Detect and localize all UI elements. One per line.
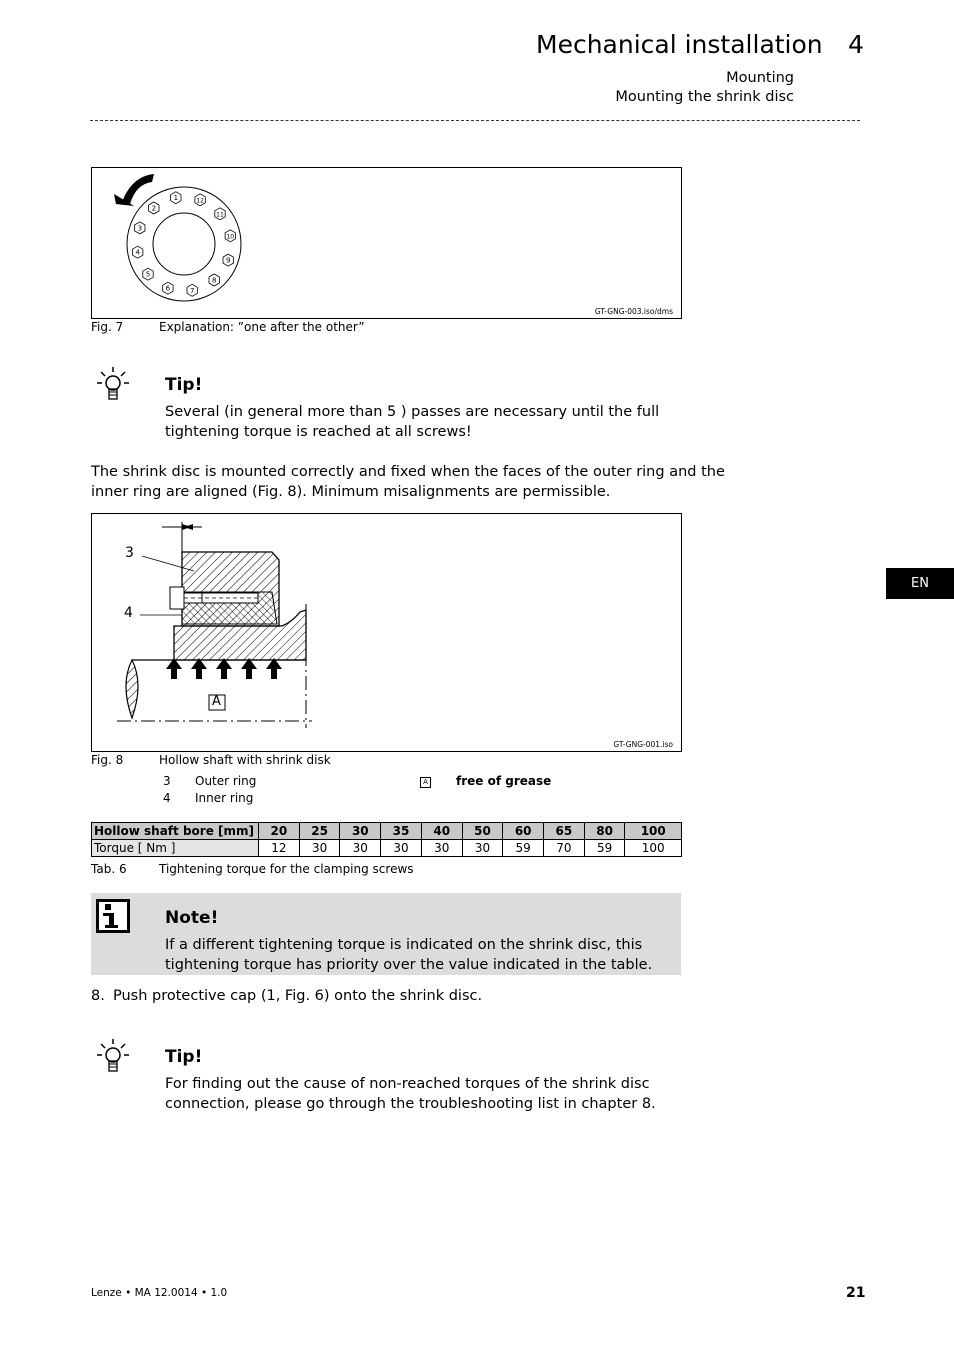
section-subtitle [615,69,794,107]
tip-2-text [165,1074,656,1114]
legend-text: Outer ring [195,774,257,788]
flange-bore [153,213,215,275]
lightbulb-icon [96,366,130,402]
info-icon [96,899,130,933]
up-arrow-icon [266,658,282,679]
table-cell: 30 [421,840,462,857]
figure-7-caption-number: Fig. 7 [91,320,124,334]
table-cell: 30 [340,823,381,840]
table-cell: 30 [381,840,422,857]
header-divider [90,120,860,121]
table-cell: 80 [584,823,625,840]
legend-a-text: free of grease [456,774,552,788]
lightbulb-icon [96,1038,130,1074]
table-cell: 35 [381,823,422,840]
table-cell: 70 [544,840,585,857]
table-cell: 59 [584,840,625,857]
figure-7-frame [91,167,682,319]
screw-number-label: 1 [173,194,179,203]
up-arrow-icon [191,658,207,679]
legend-a-symbol: A [420,777,431,788]
alignment-paragraph [91,462,725,502]
table-cell: 40 [421,823,462,840]
table-cell: 100 [625,840,682,857]
subtitle-shrink-disc: Mounting the shrink disc [615,89,794,105]
table-cell: 50 [462,823,503,840]
figure-7-caption-text: Explanation: ”one after the other” [159,320,365,334]
grease-free-arrows [166,658,282,679]
label-inner-ring-number: 4 [124,605,133,621]
table-cell: 25 [299,823,340,840]
note-text [165,935,652,975]
label-outer-ring-number: 3 [125,545,134,561]
screw-number-label: 6 [165,284,171,293]
figure-8-caption-text: Hollow shaft with shrink disk [159,753,331,767]
table-cell: 59 [503,840,544,857]
screw-number-label: 9 [225,256,231,265]
screw-number-label: 12 [196,197,204,205]
table-row [92,840,682,857]
torque-table [91,822,682,857]
chapter-title: Mechanical installation [536,30,823,59]
up-arrow-icon [216,658,232,679]
note-line-1: If a different tightening torque is indicated on the shrink disc, this [165,937,643,953]
chapter-number: 4 [848,30,864,59]
tip-2-line-2: connection, please go through the troubleshooting list in chapter 8. [165,1096,656,1112]
screw-number-label: 5 [145,270,151,279]
paragraph-line-1: The shrink disc is mounted correctly and fixed when the faces of the outer ring and the [91,464,725,480]
table-cell: 20 [259,823,300,840]
note-line-2: tightening torque has priority over the value indicated in the table. [165,957,653,973]
screw-number-label: 4 [135,248,140,257]
screw-sequence-diagram [92,168,681,318]
figure-8-code: GT-GNG-001.iso [613,740,673,749]
legend-number: 4 [163,791,171,805]
screw-number-label: 8 [211,276,217,285]
figure-8-caption-number: Fig. 8 [91,753,124,767]
table-caption [91,862,591,878]
step-8-text: Push protective cap (1, Fig. 6) onto the shrink disc. [113,988,483,1004]
table-header-row [92,823,682,840]
screw-number-label: 7 [189,286,195,295]
table-cell: 65 [544,823,585,840]
figure-8-caption [91,753,591,769]
figure-8-frame [91,513,682,752]
label-grease-free-area: A [212,694,221,709]
table-caption-text: Tightening torque for the clamping screws [159,862,414,876]
up-arrow-icon [241,658,257,679]
table-header-label: Hollow shaft bore [mm] [92,823,259,840]
tip-1-line-2: tightening torque is reached at all screws! [165,424,472,440]
footer-document-id: Lenze • MA 12.0014 • 1.0 [91,1287,228,1299]
language-tab-en[interactable]: EN [886,568,954,599]
tip-2-line-1: For finding out the cause of non-reached torques of the shrink disc [165,1076,650,1092]
screw-number-label: 3 [137,224,143,233]
table-cell: 100 [625,823,682,840]
screw-number-label: 2 [151,204,157,213]
step-8-number: 8. [91,988,105,1004]
table-cell: 60 [503,823,544,840]
tip-1-title: Tip! [165,375,203,395]
table-cell: 12 [259,840,300,857]
tip-1-line-1: Several (in general more than 5 ) passes are necessary until the full [165,404,660,420]
screw-number-label: 11 [216,211,224,219]
screw-positions [133,192,236,297]
up-arrow-icon [166,658,182,679]
figure-7-code: GT-GNG-003.iso/dms [594,307,673,316]
subtitle-mounting: Mounting [726,70,794,86]
tip-2-title: Tip! [165,1047,203,1067]
table-cell: 30 [462,840,503,857]
flange-outer-ring [127,187,241,301]
table-caption-number: Tab. 6 [91,862,127,876]
legend-text: Inner ring [195,791,254,805]
rotation-arrow-icon [122,174,154,204]
note-title: Note! [165,908,219,928]
figure-7-caption [91,320,591,336]
table-cell: 30 [340,840,381,857]
table-cell: 30 [299,840,340,857]
page-number: 21 [846,1285,866,1301]
tip-1-text [165,402,659,442]
shrink-disc-cross-section [92,514,681,751]
legend-number: 3 [163,774,171,788]
screw-number-label: 10 [226,233,235,241]
table-row-label: Torque [ Nm ] [92,840,259,857]
paragraph-line-2: inner ring are aligned (Fig. 8). Minimum misalignments are permissible. [91,484,611,500]
